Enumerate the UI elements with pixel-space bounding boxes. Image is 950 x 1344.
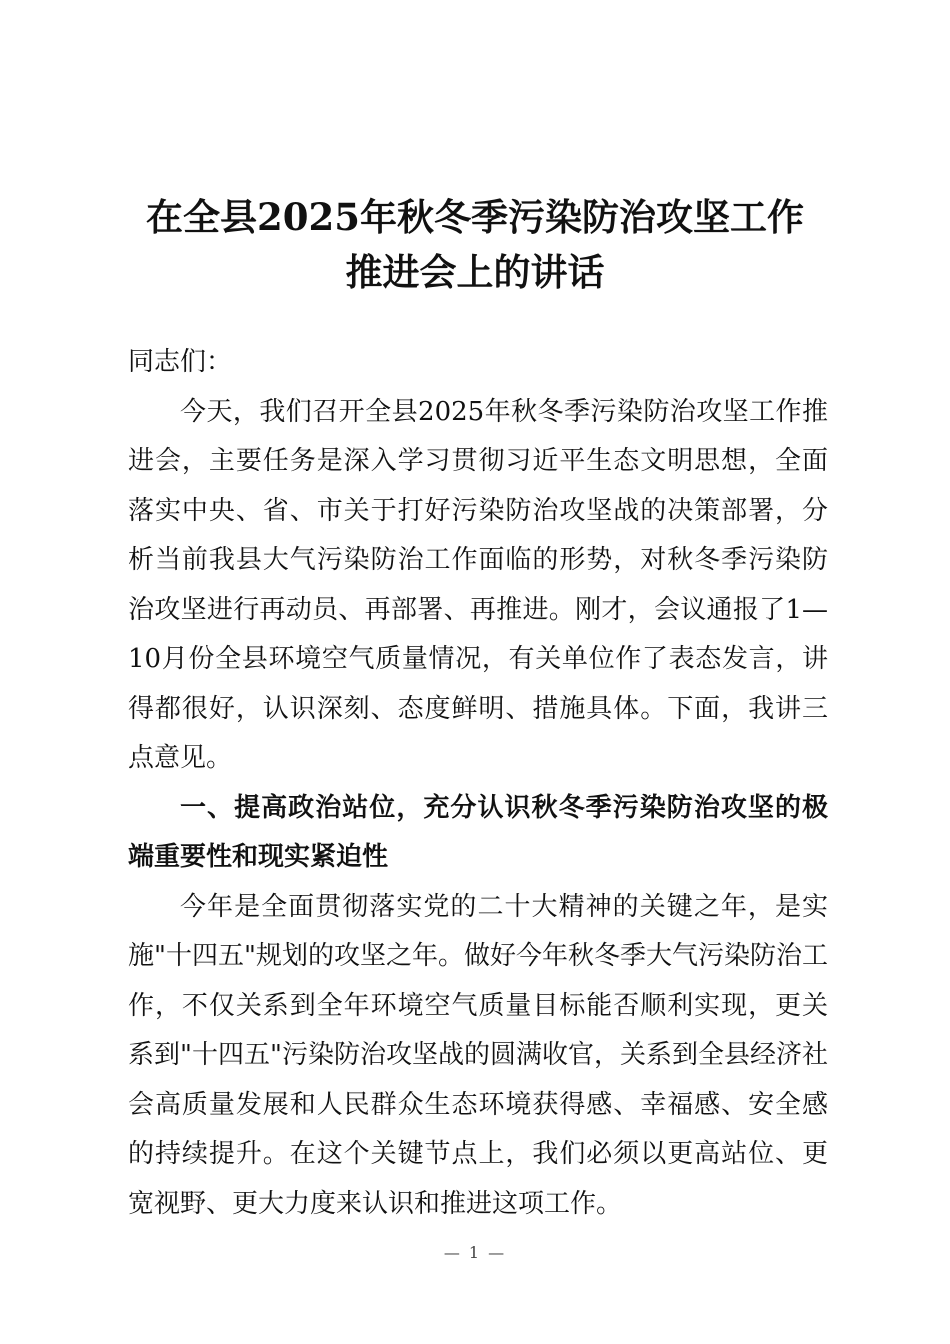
section-heading-1: 一、提高政治站位，充分认识秋冬季污染防治攻坚的极端重要性和现实紧迫性 (128, 792, 828, 872)
title-line-2: 推进会上的讲话 (345, 250, 605, 294)
title-line-1: 在全县2025年秋冬季污染防治攻坚工作 (146, 195, 804, 239)
paragraph-intro: 今天，我们召开全县2025年秋冬季污染防治攻坚工作推进会，主要任务是深入学习贯彻习近平生态文明思想，全面落实中央、省、市关于打好污染防治攻坚战的决策部署，分析当前我县大气污染防治工作面临的形势，对秋冬季污染防治攻坚进行再动员、再部署、再推进。刚才，会议通报了1—10月份全县环境空气质量情况，有关单位作了表态发言，讲得都很好，认识深刻、态度鲜明、措施具体。下面，我讲三点意见。 (128, 396, 828, 773)
document-title (100, 190, 850, 300)
page-number: — 1 — (443, 1243, 507, 1262)
greeting: 同志们： (128, 347, 233, 377)
document-body (128, 338, 828, 1229)
paragraph-section-1: 今年是全面贯彻落实党的二十大精神的关键之年，是实施"十四五"规划的攻坚之年。做好今年秋冬季大气污染防治工作，不仅关系到全年环境空气质量目标能否顺利实现，更关系到"十四五"污染防治攻坚战的圆满收官，关系到全县经济社会高质量发展和人民群众生态环境获得感、幸福感、安全感的持续提升。在这个关键节点上，我们必须以更高站位、更宽视野、更大力度来认识和推进这项工作。 (128, 891, 828, 1219)
